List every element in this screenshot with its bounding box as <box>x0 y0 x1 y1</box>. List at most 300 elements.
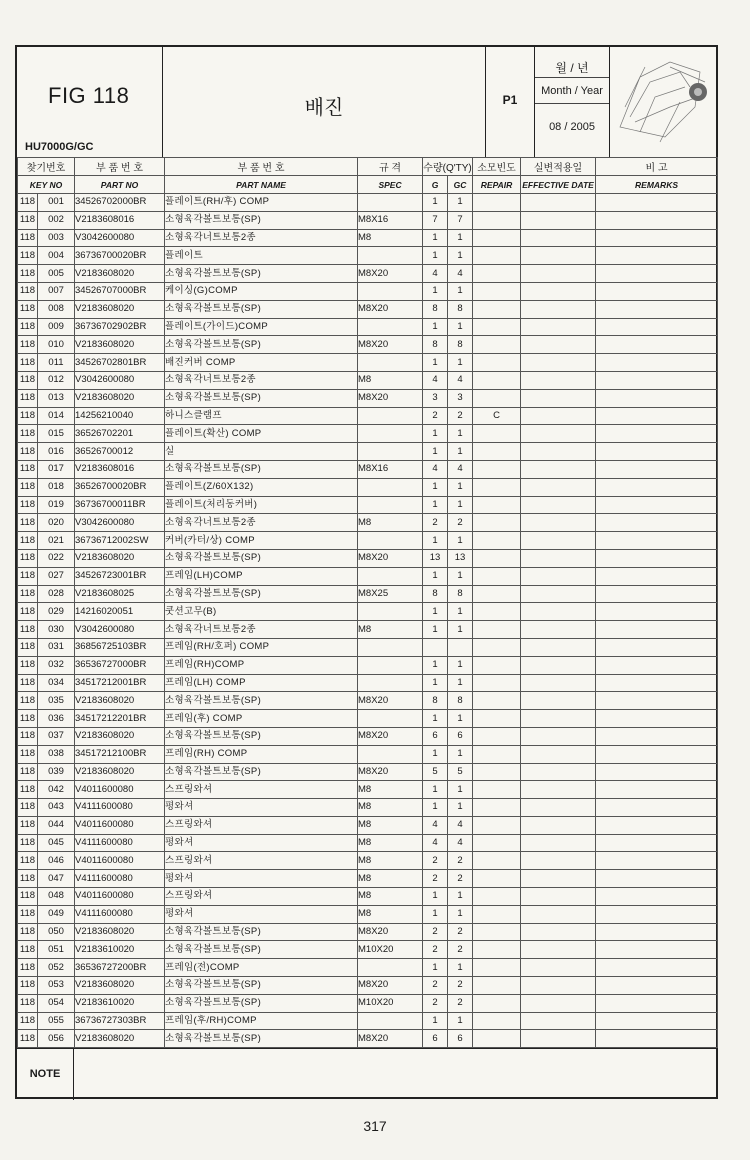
col-eff-en: EFFECTIVE DATE <box>521 176 596 194</box>
qty-g-cell: 7 <box>423 211 448 229</box>
spec-cell: M8 <box>358 816 423 834</box>
part-no-cell: 36536727000BR <box>75 656 165 674</box>
qty-g-cell: 1 <box>423 282 448 300</box>
part-name-cell: 소형육각볼트보통(SP) <box>165 923 358 941</box>
repair-cell <box>473 888 521 906</box>
table-row <box>18 816 718 834</box>
part-no-cell: V4111600080 <box>75 834 165 852</box>
qty-gc-cell: 1 <box>448 567 473 585</box>
effective-date-cell <box>521 727 596 745</box>
table-row <box>18 300 718 318</box>
col-repair-en: REPAIR <box>473 176 521 194</box>
repair-cell <box>473 336 521 354</box>
qty-g-cell: 1 <box>423 781 448 799</box>
part-no-cell: V4011600080 <box>75 816 165 834</box>
qty-gc-cell: 8 <box>448 300 473 318</box>
repair-cell <box>473 371 521 389</box>
spec-cell <box>358 425 423 443</box>
qty-gc-cell: 4 <box>448 371 473 389</box>
repair-cell <box>473 959 521 977</box>
qty-gc-cell: 1 <box>448 888 473 906</box>
part-name-cell: 평와셔 <box>165 870 358 888</box>
qty-g-cell: 5 <box>423 763 448 781</box>
spec-cell: M8X20 <box>358 389 423 407</box>
part-no-cell: 36736727303BR <box>75 1012 165 1030</box>
part-no-cell: V4011600080 <box>75 781 165 799</box>
remarks-cell <box>596 407 718 425</box>
remarks-cell <box>596 994 718 1012</box>
key-no-cell: 047 <box>38 870 75 888</box>
effective-date-cell <box>521 959 596 977</box>
remarks-cell <box>596 371 718 389</box>
qty-g-cell: 2 <box>423 994 448 1012</box>
spec-cell: M8X20 <box>358 977 423 995</box>
key-no-cell: 011 <box>38 354 75 372</box>
part-no-cell: V3042600080 <box>75 371 165 389</box>
part-name-cell: 스프링와셔 <box>165 781 358 799</box>
qty-gc-cell <box>448 638 473 656</box>
qty-gc-cell: 1 <box>448 621 473 639</box>
fig-no-cell: 118 <box>18 229 38 247</box>
repair-cell <box>473 247 521 265</box>
repair-cell <box>473 549 521 567</box>
key-no-cell: 022 <box>38 549 75 567</box>
effective-date-cell <box>521 674 596 692</box>
qty-g-cell <box>423 638 448 656</box>
qty-g-cell: 1 <box>423 674 448 692</box>
key-no-cell: 042 <box>38 781 75 799</box>
remarks-cell <box>596 638 718 656</box>
table-row <box>18 905 718 923</box>
remarks-cell <box>596 745 718 763</box>
col-key-kr: 찾기번호 <box>18 158 75 176</box>
effective-date-cell <box>521 656 596 674</box>
qty-g-cell: 1 <box>423 354 448 372</box>
remarks-cell <box>596 567 718 585</box>
repair-cell <box>473 905 521 923</box>
qty-gc-cell: 1 <box>448 443 473 461</box>
part-name-cell: 프레임(RH)COMP <box>165 656 358 674</box>
effective-date-cell <box>521 710 596 728</box>
qty-gc-cell: 4 <box>448 460 473 478</box>
remarks-cell <box>596 1030 718 1048</box>
fig-no-cell: 118 <box>18 514 38 532</box>
qty-gc-cell: 1 <box>448 781 473 799</box>
part-name-cell: 소형육각볼트보통(SP) <box>165 460 358 478</box>
qty-gc-cell: 1 <box>448 425 473 443</box>
repair-cell <box>473 282 521 300</box>
spec-cell: M8X20 <box>358 692 423 710</box>
remarks-cell <box>596 816 718 834</box>
qty-gc-cell: 1 <box>448 478 473 496</box>
key-no-cell: 035 <box>38 692 75 710</box>
key-no-cell: 028 <box>38 585 75 603</box>
spec-cell: M8 <box>358 371 423 389</box>
qty-g-cell: 1 <box>423 496 448 514</box>
table-row <box>18 318 718 336</box>
repair-cell <box>473 300 521 318</box>
qty-gc-cell: 1 <box>448 247 473 265</box>
fig-no-cell: 118 <box>18 211 38 229</box>
fig-no-cell: 118 <box>18 336 38 354</box>
qty-g-cell: 1 <box>423 318 448 336</box>
repair-cell <box>473 852 521 870</box>
col-name-kr: 부 품 번 호 <box>165 158 358 176</box>
sheet-page-label: P1 <box>502 93 518 107</box>
effective-date-cell <box>521 460 596 478</box>
remarks-cell <box>596 211 718 229</box>
fig-no-cell: 118 <box>18 532 38 550</box>
repair-cell <box>473 692 521 710</box>
repair-cell <box>473 923 521 941</box>
date-divider <box>535 77 609 78</box>
fig-no-cell: 118 <box>18 905 38 923</box>
part-no-cell: 34517212201BR <box>75 710 165 728</box>
part-name-cell: 소형육각너트보통2종 <box>165 514 358 532</box>
table-row <box>18 888 718 906</box>
spec-cell: M8 <box>358 229 423 247</box>
remarks-cell <box>596 318 718 336</box>
effective-date-cell <box>521 1012 596 1030</box>
part-no-cell: V2183608020 <box>75 549 165 567</box>
header-row-kr <box>18 158 718 176</box>
col-spec-en: SPEC <box>358 176 423 194</box>
qty-gc-cell: 2 <box>448 994 473 1012</box>
col-eff-kr: 실변적용일 <box>521 158 596 176</box>
effective-date-cell <box>521 905 596 923</box>
table-row <box>18 941 718 959</box>
thumbnail-cell <box>610 47 717 157</box>
part-name-cell: 스프링와셔 <box>165 816 358 834</box>
effective-date-cell <box>521 834 596 852</box>
remarks-cell <box>596 389 718 407</box>
table-row <box>18 336 718 354</box>
effective-date-cell <box>521 282 596 300</box>
qty-gc-cell: 1 <box>448 1012 473 1030</box>
col-remarks-kr: 비 고 <box>596 158 718 176</box>
repair-cell <box>473 514 521 532</box>
remarks-cell <box>596 247 718 265</box>
fig-no-cell: 118 <box>18 354 38 372</box>
spec-cell <box>358 496 423 514</box>
key-no-cell: 038 <box>38 745 75 763</box>
table-row <box>18 621 718 639</box>
part-no-cell: V2183608020 <box>75 1030 165 1048</box>
repair-cell <box>473 603 521 621</box>
table-row <box>18 1030 718 1048</box>
col-qty-g: G <box>423 176 448 194</box>
repair-cell <box>473 478 521 496</box>
remarks-cell <box>596 923 718 941</box>
model-name: HU7000G/GC <box>25 141 94 153</box>
qty-gc-cell: 1 <box>448 229 473 247</box>
part-no-cell: V3042600080 <box>75 621 165 639</box>
table-row <box>18 389 718 407</box>
table-row <box>18 425 718 443</box>
part-no-cell: 34517212001BR <box>75 674 165 692</box>
fig-no-cell: 118 <box>18 318 38 336</box>
key-no-cell: 046 <box>38 852 75 870</box>
qty-gc-cell: 6 <box>448 727 473 745</box>
table-row <box>18 834 718 852</box>
remarks-cell <box>596 710 718 728</box>
part-name-cell: 소형육각너트보통2종 <box>165 371 358 389</box>
part-no-cell: 14256210040 <box>75 407 165 425</box>
spec-cell: M8 <box>358 621 423 639</box>
date-cell <box>535 47 610 157</box>
repair-cell <box>473 443 521 461</box>
fig-no-cell: 118 <box>18 603 38 621</box>
key-no-cell: 015 <box>38 425 75 443</box>
part-no-cell: 36526702201 <box>75 425 165 443</box>
part-no-cell: 36526700020BR <box>75 478 165 496</box>
fig-no-cell: 118 <box>18 621 38 639</box>
part-name-cell: 소형육각너트보통2종 <box>165 229 358 247</box>
spec-cell <box>358 478 423 496</box>
effective-date-cell <box>521 816 596 834</box>
key-no-cell: 007 <box>38 282 75 300</box>
qty-gc-cell: 4 <box>448 265 473 283</box>
part-name-cell: 플레이트(처리동커버) <box>165 496 358 514</box>
part-name-cell: 스프링와셔 <box>165 852 358 870</box>
spec-cell: M8 <box>358 799 423 817</box>
spec-cell: M8X20 <box>358 923 423 941</box>
table-row <box>18 407 718 425</box>
remarks-cell <box>596 478 718 496</box>
repair-cell <box>473 211 521 229</box>
key-no-cell: 036 <box>38 710 75 728</box>
remarks-cell <box>596 532 718 550</box>
part-no-cell: V2183608020 <box>75 692 165 710</box>
part-name-cell: 소형육각볼트보통(SP) <box>165 727 358 745</box>
repair-cell <box>473 745 521 763</box>
qty-gc-cell: 1 <box>448 959 473 977</box>
sheet-header <box>17 47 717 158</box>
qty-g-cell: 2 <box>423 870 448 888</box>
col-repair-kr: 소모빈도 <box>473 158 521 176</box>
effective-date-cell <box>521 585 596 603</box>
effective-date-cell <box>521 211 596 229</box>
part-name-cell: 소형육각볼트보통(SP) <box>165 1030 358 1048</box>
col-part-en: PART NO <box>75 176 165 194</box>
spec-cell <box>358 959 423 977</box>
remarks-cell <box>596 727 718 745</box>
spec-cell <box>358 745 423 763</box>
qty-gc-cell: 1 <box>448 656 473 674</box>
remarks-cell <box>596 443 718 461</box>
key-no-cell: 019 <box>38 496 75 514</box>
fig-no-cell: 118 <box>18 674 38 692</box>
effective-date-cell <box>521 549 596 567</box>
spec-cell <box>358 282 423 300</box>
qty-g-cell: 1 <box>423 745 448 763</box>
repair-cell <box>473 763 521 781</box>
table-row <box>18 959 718 977</box>
table-row <box>18 194 718 212</box>
part-name-cell: 커버(카터/상) COMP <box>165 532 358 550</box>
repair-cell <box>473 389 521 407</box>
effective-date-cell <box>521 478 596 496</box>
part-no-cell: V2183608025 <box>75 585 165 603</box>
part-no-cell: 34526723001BR <box>75 567 165 585</box>
table-row <box>18 781 718 799</box>
header-row-en <box>18 176 718 194</box>
table-row <box>18 656 718 674</box>
repair-cell: C <box>473 407 521 425</box>
table-row <box>18 870 718 888</box>
table-row <box>18 211 718 229</box>
effective-date-cell <box>521 567 596 585</box>
spec-cell: M8 <box>358 905 423 923</box>
part-no-cell: V4111600080 <box>75 799 165 817</box>
fig-no-cell: 118 <box>18 763 38 781</box>
repair-cell <box>473 941 521 959</box>
key-no-cell: 013 <box>38 389 75 407</box>
qty-g-cell: 1 <box>423 799 448 817</box>
part-no-cell: 36736712002SW <box>75 532 165 550</box>
key-no-cell: 034 <box>38 674 75 692</box>
repair-cell <box>473 585 521 603</box>
key-no-cell: 051 <box>38 941 75 959</box>
remarks-cell <box>596 549 718 567</box>
fig-no-cell: 118 <box>18 371 38 389</box>
table-row <box>18 763 718 781</box>
qty-gc-cell: 3 <box>448 389 473 407</box>
part-no-cell: V4011600080 <box>75 888 165 906</box>
remarks-cell <box>596 336 718 354</box>
effective-date-cell <box>521 941 596 959</box>
repair-cell <box>473 425 521 443</box>
part-group-name-cell <box>163 47 486 157</box>
part-name-cell: 소형육각볼트보통(SP) <box>165 763 358 781</box>
table-row <box>18 229 718 247</box>
repair-cell <box>473 816 521 834</box>
effective-date-cell <box>521 371 596 389</box>
effective-date-cell <box>521 194 596 212</box>
remarks-cell <box>596 799 718 817</box>
remarks-cell <box>596 496 718 514</box>
table-row <box>18 994 718 1012</box>
part-name-cell: 플레이트(RH/후) COMP <box>165 194 358 212</box>
repair-cell <box>473 799 521 817</box>
fig-no-cell: 118 <box>18 282 38 300</box>
table-row <box>18 567 718 585</box>
repair-cell <box>473 496 521 514</box>
key-no-cell: 055 <box>38 1012 75 1030</box>
effective-date-cell <box>521 389 596 407</box>
spec-cell <box>358 247 423 265</box>
page-cell <box>486 47 535 157</box>
key-no-cell: 031 <box>38 638 75 656</box>
table-row <box>18 585 718 603</box>
qty-g-cell: 1 <box>423 603 448 621</box>
fig-no-cell: 118 <box>18 656 38 674</box>
qty-g-cell: 2 <box>423 923 448 941</box>
effective-date-cell <box>521 977 596 995</box>
part-no-cell: 34526702000BR <box>75 194 165 212</box>
repair-cell <box>473 318 521 336</box>
date-divider <box>535 103 609 104</box>
effective-date-cell <box>521 799 596 817</box>
table-row <box>18 265 718 283</box>
spec-cell <box>358 194 423 212</box>
key-no-cell: 048 <box>38 888 75 906</box>
part-name-cell: 소형육각볼트보통(SP) <box>165 211 358 229</box>
qty-gc-cell: 4 <box>448 834 473 852</box>
part-name-cell: 소형육각볼트보통(SP) <box>165 585 358 603</box>
fig-no-cell: 118 <box>18 549 38 567</box>
repair-cell <box>473 994 521 1012</box>
remarks-cell <box>596 621 718 639</box>
spec-cell: M10X20 <box>358 941 423 959</box>
effective-date-cell <box>521 888 596 906</box>
effective-date-cell <box>521 1030 596 1048</box>
key-no-cell: 054 <box>38 994 75 1012</box>
qty-g-cell: 2 <box>423 977 448 995</box>
col-name-en: PART NAME <box>165 176 358 194</box>
remarks-cell <box>596 977 718 995</box>
table-row <box>18 852 718 870</box>
qty-g-cell: 1 <box>423 710 448 728</box>
repair-cell <box>473 194 521 212</box>
part-name-cell: 플레이트 <box>165 247 358 265</box>
part-name-cell: 케이싱(G)COMP <box>165 282 358 300</box>
effective-date-cell <box>521 425 596 443</box>
spec-cell: M8 <box>358 514 423 532</box>
remarks-cell <box>596 674 718 692</box>
effective-date-cell <box>521 745 596 763</box>
table-row <box>18 514 718 532</box>
qty-g-cell: 1 <box>423 478 448 496</box>
remarks-cell <box>596 265 718 283</box>
repair-cell <box>473 781 521 799</box>
key-no-cell: 012 <box>38 371 75 389</box>
table-row <box>18 549 718 567</box>
key-no-cell: 027 <box>38 567 75 585</box>
fig-no-cell: 118 <box>18 194 38 212</box>
key-no-cell: 020 <box>38 514 75 532</box>
part-name-cell: 스프링와셔 <box>165 888 358 906</box>
parts-rows <box>18 194 718 1048</box>
part-no-cell: V2183608020 <box>75 727 165 745</box>
qty-g-cell: 1 <box>423 443 448 461</box>
remarks-cell <box>596 300 718 318</box>
table-row <box>18 371 718 389</box>
repair-cell <box>473 710 521 728</box>
part-no-cell: 36736700011BR <box>75 496 165 514</box>
repair-cell <box>473 265 521 283</box>
qty-gc-cell: 2 <box>448 923 473 941</box>
effective-date-cell <box>521 354 596 372</box>
part-name-cell: 소형육각볼트보통(SP) <box>165 994 358 1012</box>
qty-gc-cell: 1 <box>448 532 473 550</box>
remarks-cell <box>596 888 718 906</box>
fig-no-cell: 118 <box>18 567 38 585</box>
remarks-cell <box>596 425 718 443</box>
remarks-cell <box>596 354 718 372</box>
part-no-cell: V2183608016 <box>75 460 165 478</box>
qty-g-cell: 4 <box>423 816 448 834</box>
key-no-cell: 039 <box>38 763 75 781</box>
fig-no-cell: 118 <box>18 638 38 656</box>
fig-no-cell: 118 <box>18 727 38 745</box>
repair-cell <box>473 977 521 995</box>
repair-cell <box>473 460 521 478</box>
spec-cell: M10X20 <box>358 994 423 1012</box>
part-name-cell: 프레임(RH/호퍼) COMP <box>165 638 358 656</box>
fig-no-cell: 118 <box>18 443 38 461</box>
qty-g-cell: 8 <box>423 585 448 603</box>
